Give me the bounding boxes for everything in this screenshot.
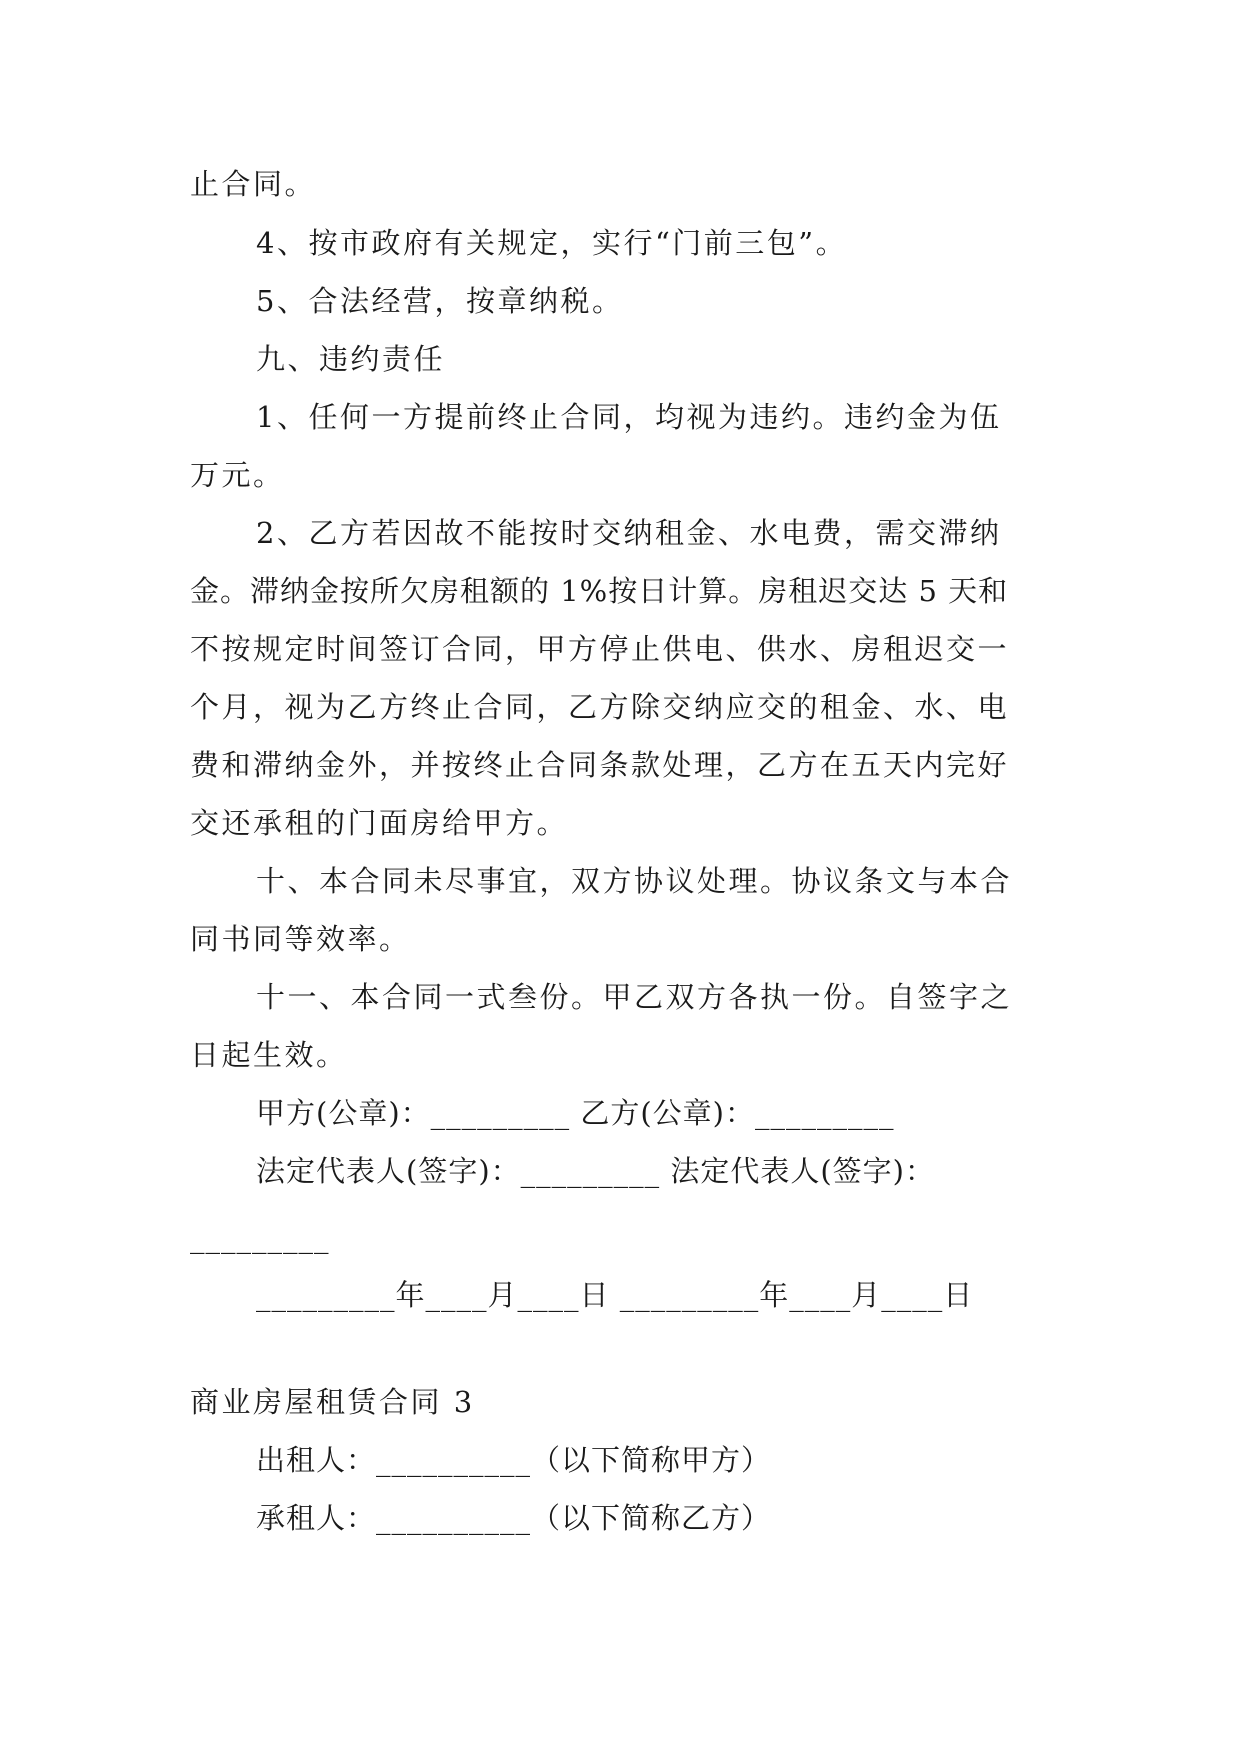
section-heading: 九、违约责任 [256,342,446,376]
paragraph-line: 不按规定时间签订合同，甲方停止供电、供水、房租迟交一 [190,632,1010,666]
paragraph-line: 5、合法经营，按章纳税。 [256,284,624,318]
paragraph-line: 4、按市政府有关规定，实行“门前三包”。 [256,226,848,260]
paragraph-line: 止合同。 [190,167,317,201]
paragraph-line: 十、本合同未尽事宜，双方协议处理。协议条文与本合 [256,864,1013,898]
contract-title: 商业房屋租赁合同 3 [190,1385,475,1419]
paragraph-line: 同书同等效率。 [190,922,411,956]
paragraph-line: 十一、本合同一式叁份。甲乙双方各执一份。自签字之 [256,980,1013,1014]
lessee-line: 承租人：__________（以下简称乙方） [256,1501,772,1535]
paragraph-line: 2、乙方若因故不能按时交纳租金、水电费，需交滞纳 [256,516,1002,550]
paragraph-line: 交还承租的门面房给甲方。 [190,806,569,840]
paragraph-line: 1、任何一方提前终止合同，均视为违约。违约金为伍 [256,400,1002,434]
paragraph-line: 个月，视为乙方终止合同，乙方除交纳应交的租金、水、电 [190,690,1010,724]
lessor-line: 出租人：__________（以下简称甲方） [256,1443,772,1477]
date-line: _________年____月____日 _________年____月____日 [256,1278,974,1312]
signature-seal-line: 甲方(公章)：_________ 乙方(公章)：_________ [256,1096,895,1130]
paragraph-line: 万元。 [190,458,285,492]
signature-blank: _________ [190,1220,330,1254]
signature-representative-line: 法定代表人(签字)：_________ 法定代表人(签字)： [256,1154,935,1188]
paragraph-line: 金。滞纳金按所欠房租额的 1%按日计算。房租迟交达 5 天和 [190,574,1009,608]
paragraph-line: 日起生效。 [190,1038,348,1072]
paragraph-line: 费和滞纳金外，并按终止合同条款处理，乙方在五天内完好 [190,748,1010,782]
